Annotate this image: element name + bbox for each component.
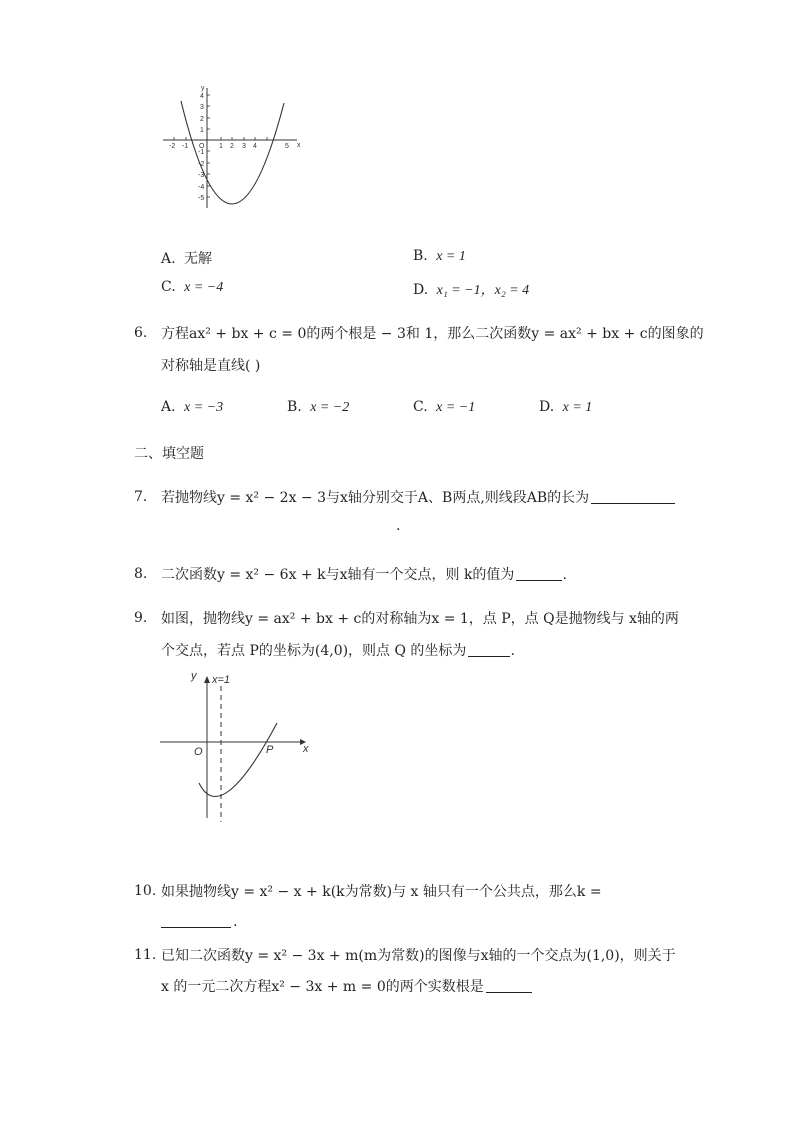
x-tick-label: 5 bbox=[285, 143, 289, 150]
x-tick-label: -2 bbox=[169, 143, 176, 150]
option-letter: A. bbox=[161, 399, 176, 415]
q5-option-b[interactable] bbox=[413, 248, 466, 265]
q9-answer-blank[interactable] bbox=[468, 642, 510, 657]
q9-stem-line2 bbox=[161, 640, 515, 660]
x-axis-label: x bbox=[303, 743, 309, 755]
q6-option-c[interactable] bbox=[413, 399, 475, 416]
option-text: 无解 bbox=[184, 251, 213, 267]
y-tick-label: -2 bbox=[198, 161, 205, 168]
q6-stem-line2: 对称轴是直线( ) bbox=[161, 358, 261, 374]
x-axis-label: x bbox=[297, 142, 301, 149]
y-axis-label: y bbox=[201, 85, 205, 92]
option-letter: D. bbox=[413, 282, 429, 298]
q10-stem-line2 bbox=[161, 913, 237, 930]
q7-stem bbox=[161, 487, 675, 507]
parabola-curve bbox=[181, 101, 284, 204]
option-text: x = 1 bbox=[436, 249, 466, 264]
y-axis-arrow bbox=[204, 676, 210, 683]
origin-label: O bbox=[194, 746, 203, 758]
y-tick-label: -1 bbox=[198, 149, 205, 156]
q6-option-d[interactable] bbox=[539, 399, 592, 416]
parabola-figure-1 bbox=[158, 78, 308, 213]
q8-stem bbox=[161, 564, 567, 584]
x-tick-label: 2 bbox=[230, 143, 234, 150]
option-text: x₁ = −1，x₂ = 4 bbox=[436, 283, 530, 298]
option-text: x = −2 bbox=[310, 400, 350, 415]
q6-stem-line1: 方程ax² + bx + c = 0的两个根是 − 3和 1，那么二次函数y = ax² + bx + c的图象的 bbox=[161, 326, 704, 342]
q8-number: 8. bbox=[134, 566, 148, 582]
y-tick-label: 2 bbox=[200, 116, 204, 123]
x-tick-label: 3 bbox=[242, 143, 246, 150]
q9-trailing-period: . bbox=[510, 643, 515, 659]
option-text: x = −1 bbox=[436, 400, 476, 415]
q10-trailing-period: . bbox=[233, 914, 238, 930]
q6-option-b[interactable] bbox=[287, 399, 349, 416]
option-text: x = −4 bbox=[184, 280, 224, 295]
q9-number: 9. bbox=[134, 610, 148, 626]
q7-number: 7. bbox=[134, 489, 148, 505]
symmetry-axis-label: x=1 bbox=[212, 674, 231, 686]
y-tick-label: -3 bbox=[198, 172, 205, 179]
option-letter: A. bbox=[161, 251, 176, 267]
y-tick-label: 3 bbox=[200, 104, 204, 111]
option-text: x = −3 bbox=[184, 400, 224, 415]
q9-text: 个交点，若点 P的坐标为(4,0)，则点 Q 的坐标为 bbox=[161, 643, 467, 659]
q11-stem-line1: 已知二次函数y = x² − 3x + m(m为常数)的图像与x轴的一个交点为(1,0)，则关于 bbox=[161, 948, 676, 964]
y-tick-label: 1 bbox=[200, 127, 204, 134]
q7-answer-blank[interactable] bbox=[591, 489, 675, 504]
q7-text: 若抛物线y = x² − 2x − 3与x轴分别交于A、B两点,则线段AB的长为 bbox=[161, 490, 590, 506]
q10-stem-line1: 如果抛物线y = x² − x + k(k为常数)与 x 轴只有一个公共点，那么k = bbox=[161, 884, 602, 900]
option-letter: C. bbox=[413, 399, 428, 415]
q11-text: x 的一元二次方程x² − 3x + m = 0的两个实数根是 bbox=[161, 979, 484, 995]
origin-label: O bbox=[199, 143, 205, 150]
option-letter: B. bbox=[413, 248, 428, 264]
option-letter: B. bbox=[287, 399, 302, 415]
q9-stem-line1: 如图，抛物线y = ax² + bx + c的对称轴为x = 1，点 P，点 Q是抛物线与 x轴的两 bbox=[161, 611, 679, 627]
q11-answer-blank[interactable] bbox=[486, 978, 532, 993]
q8-answer-blank[interactable] bbox=[516, 566, 562, 581]
q5-option-c[interactable] bbox=[161, 279, 223, 296]
x-tick-label: -1 bbox=[182, 143, 189, 150]
point-p-label: P bbox=[266, 744, 274, 756]
q8-text: 二次函数y = x² − 6x + k与x轴有一个交点，则 k的值为 bbox=[161, 567, 515, 583]
y-tick-label: -5 bbox=[198, 195, 205, 202]
q10-answer-blank[interactable] bbox=[161, 913, 231, 928]
y-axis-label: y bbox=[191, 670, 197, 682]
option-text: x = 1 bbox=[562, 400, 593, 415]
q6-number: 6. bbox=[134, 325, 148, 341]
y-tick-label: 4 bbox=[200, 93, 204, 100]
q6-option-a[interactable] bbox=[161, 399, 223, 416]
q8-trailing-period: . bbox=[562, 567, 567, 583]
y-tick-label: -4 bbox=[198, 184, 205, 191]
option-letter: C. bbox=[161, 279, 176, 295]
x-tick-label: 1 bbox=[219, 143, 223, 150]
q10-number: 10. bbox=[134, 883, 157, 899]
q5-option-d[interactable] bbox=[413, 279, 529, 299]
q11-number: 11. bbox=[134, 947, 157, 963]
parabola-curve bbox=[199, 723, 277, 797]
option-letter: D. bbox=[539, 399, 555, 415]
x-tick-label: 4 bbox=[253, 143, 257, 150]
section-heading: 二、填空题 bbox=[134, 446, 204, 462]
parabola-figure-2 bbox=[150, 660, 320, 830]
q11-stem-line2 bbox=[161, 976, 532, 996]
q7-trailing-period: . bbox=[396, 518, 401, 534]
q5-option-a[interactable] bbox=[161, 248, 212, 268]
